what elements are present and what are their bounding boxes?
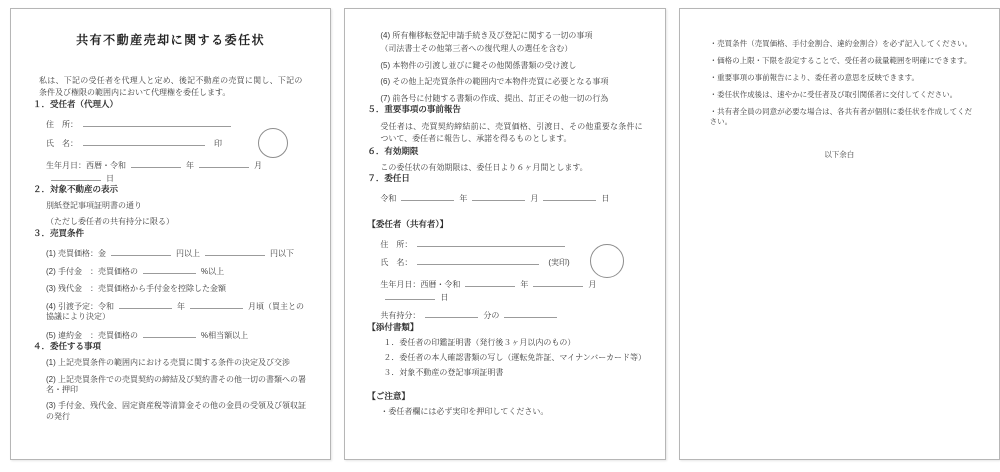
page-2 (344, 8, 665, 460)
remainder-blank-label: 以下余白 (824, 150, 855, 160)
mandate-year-blank (401, 192, 454, 201)
unit-year: 年 (186, 161, 194, 171)
guidance-bullet-1: ・売買条件（売買価格、手付金割合、違約金割合）を必ず記入してください。 (709, 39, 973, 48)
guidance-bullet-5: ・共有者全員の同意が必要な場合は、各共有者が個別に委任状を作成してください。 (709, 106, 973, 127)
property-description-note: （ただし委任者の共有持分に限る） (46, 217, 174, 227)
attachment-item-3: ３．対象不動産の登記事項証明書 (383, 368, 504, 378)
page-3 (679, 8, 1000, 460)
entrust-item-4: (4) 所有権移転登記申請手続き及び登記に関する一切の事項 (380, 31, 593, 40)
entrust-item-6: (6) その他上記売買条件の範囲内で本物件売買に必要となる事項 (380, 77, 609, 87)
entrust-item-7: (7) 前各号に付随する書類の作成、提出、訂正その他一切の行為 (380, 93, 609, 103)
penalty-blank (143, 329, 196, 338)
share-label: 共有持分： (380, 311, 421, 321)
handover-month-blank (190, 300, 243, 309)
delegator-month-unit: 月 (588, 280, 597, 290)
section-5-body: 受任者は、売買契約締結前に、売買価格、引渡日、その他重要な条件について、委任者に報告し、承諾を得るものとします。 (380, 122, 643, 144)
era-label: 令和 (380, 194, 397, 204)
penalty-label: (5) 違約金 ：売買価格の (46, 330, 138, 340)
handover-year-blank (119, 300, 172, 309)
delegator-name-row (380, 256, 642, 268)
intro-paragraph: 私は、下記の受任者を代理人と定め、後記不動産の売買に関し、下記の条件及び権限の範囲内において代理権を委任します。 (39, 75, 303, 97)
guidance-bullet-list (710, 39, 977, 128)
delegator-year-unit: 年 (520, 280, 529, 290)
attachments-heading: 【添付書類】 (367, 321, 419, 332)
handover-label: (4) 引渡予定：令和 (46, 302, 114, 312)
page-1 (10, 8, 331, 460)
guidance-bullet-3: ・重要事項の事前報告により、委任者の意思を反映できます。 (709, 72, 920, 82)
delegator-year-blank (465, 278, 515, 287)
price-min-blank (111, 247, 171, 256)
address-label: 住 所： (46, 120, 78, 130)
guidance-bullet-4: ・委任状作成後は、速やかに受任者及び取引関係者に交付してください。 (709, 89, 958, 99)
deposit-unit: %以上 (201, 267, 225, 277)
entrust-item-1: (1) 上記売買条件の範囲内における売買に関する条件の決定及び交渉 (46, 358, 290, 368)
section-7-heading: ７．委任日 (367, 173, 410, 184)
name-label: 氏 名： (46, 138, 78, 148)
seal-circle (258, 128, 288, 158)
delegator-month-blank (533, 278, 583, 287)
mandate-day-blank (543, 192, 596, 201)
seal-label: 印 (214, 138, 222, 148)
address-blank-line (83, 118, 231, 127)
attachment-item-2: ２．委任者の本人確認書類の写し（運転免許証、マイナンバーカード等） (383, 353, 647, 363)
deposit-blank (143, 265, 196, 274)
mandate-day-unit: 日 (601, 194, 610, 204)
property-description-line: 別紙登記事項証明書の通り (46, 201, 142, 211)
name-blank-line (83, 137, 205, 146)
section-5-heading: ５．重要事項の事前報告 (367, 103, 461, 114)
handover-note: 月頃（買主との協議により決定） (46, 302, 304, 322)
delegator-name-label: 氏 名： (380, 258, 413, 268)
delegator-day-unit: 日 (440, 292, 449, 302)
mandate-month-unit: 月 (530, 194, 539, 204)
share-denominator-blank (425, 309, 478, 318)
mandate-month-blank (472, 192, 525, 201)
registered-seal-label: (実印) (548, 258, 570, 268)
registered-seal-circle (590, 244, 624, 278)
penalty-unit: %相当額以上 (201, 330, 249, 340)
year-blank-line (131, 159, 181, 168)
section-6-heading: ６．有効期限 (367, 145, 419, 156)
section-1-heading: １．受任者（代理人） (33, 99, 119, 110)
guidance-bullet-2: ・価格の上限・下限を設定することで、受任者の裁量範囲を明確にできます。 (709, 55, 972, 65)
price-condition-row (46, 247, 308, 259)
delegator-day-blank (385, 291, 435, 300)
mandate-date-row (380, 192, 642, 204)
unit-month: 月 (254, 161, 262, 171)
ownership-share-row (380, 309, 642, 321)
deposit-label: (2) 手付金 ：売買価格の (46, 267, 138, 277)
month-blank-line (199, 159, 249, 168)
price-min-unit: 円以上 (176, 248, 200, 258)
day-blank-line (51, 172, 101, 181)
deposit-condition-row (46, 265, 308, 277)
attachment-item-1: １．委任者の印鑑証明書（発行後３ヶ月以内のもの） (383, 337, 576, 347)
penalty-condition-row (46, 329, 308, 341)
agent-birthdate-row (46, 159, 308, 184)
balance-condition-row: (3) 残代金 ：売買価格から手付金を控除した金額 (46, 283, 226, 293)
delegator-birthdate-label: 生年月日：西暦・令和 (380, 280, 461, 290)
notice-item: ・委任者欄には必ず実印を押印してください。 (380, 406, 549, 416)
share-numerator-blank (504, 309, 557, 318)
section-6-body: この委任状の有効期限は、委任日より６ヶ月間とします。 (380, 162, 588, 172)
entrust-item-2: (2) 上記売買条件での売買契約の締結及び契約書その他一切の書類への署名・押印 (46, 374, 306, 395)
section-3-heading: ３．売買条件 (33, 227, 85, 238)
entrust-item-4-note: （司法書士その他第三者への復代理人の選任を含む） (380, 44, 573, 54)
price-max-unit: 円以下 (270, 248, 294, 258)
delegator-address-label: 住 所： (380, 239, 413, 249)
delegator-address-blank (417, 238, 565, 247)
doc-title: 共有不動産売却に関する委任状 (76, 33, 266, 47)
agent-name-row (46, 137, 308, 149)
delegator-birthdate-row (380, 278, 642, 303)
birthdate-label: 生年月日：西暦・令和 (46, 161, 126, 171)
share-mid-label: 分の (483, 311, 500, 321)
handover-condition-row (46, 300, 308, 323)
section-2-heading: ２．対象不動産の表示 (33, 183, 119, 194)
section-4-heading: ４．委任する事項 (33, 341, 102, 352)
price-max-blank (205, 247, 265, 256)
unit-day: 日 (106, 173, 114, 183)
notice-heading: 【ご注意】 (367, 390, 410, 401)
delegator-heading: 【委任者（共有者）】 (367, 218, 449, 229)
price-label: (1) 売買価格：金 (46, 248, 106, 258)
entrust-item-5: (5) 本物件の引渡し並びに鍵その他関係書類の受け渡し (380, 60, 577, 70)
handover-year-unit: 年 (177, 302, 185, 312)
delegator-name-blank (417, 256, 539, 265)
entrust-item-3: (3) 手付金、残代金、固定資産税等清算金その他の金員の受領及び領収証の発行 (46, 401, 306, 421)
mandate-year-unit: 年 (459, 194, 468, 204)
